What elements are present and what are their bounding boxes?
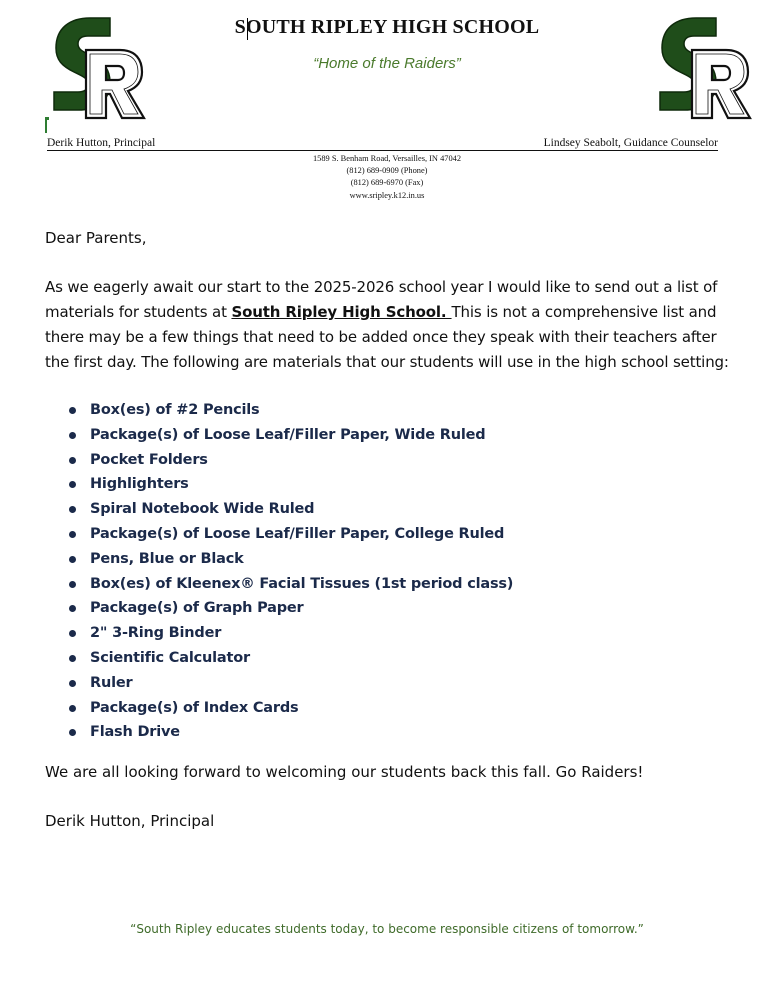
- supply-item-text: Pens, Blue or Black: [90, 550, 244, 567]
- bullet-icon: [69, 705, 76, 712]
- supply-list-item: [45, 720, 735, 745]
- supply-item-text: 2" 3-Ring Binder: [90, 625, 222, 642]
- address: 1589 S. Benham Road, Versailles, IN 47042: [312, 154, 462, 163]
- school-name-heading: SOUTH RIPLEY HIGH SCHOOL: [234, 16, 540, 38]
- counselor-name: Lindsey Seabolt, Guidance Counselor: [543, 137, 718, 149]
- bullet-icon: [69, 729, 76, 736]
- footer-quote: “South Ripley educates students today, to become responsible citizens of tomorrow.”: [130, 922, 644, 936]
- bullet-icon: [69, 605, 76, 612]
- bullet-icon: [69, 432, 76, 439]
- supply-list-item: [45, 423, 735, 448]
- supply-item-text: Ruler: [90, 674, 133, 691]
- supply-item-text: Highlighters: [90, 476, 189, 493]
- supply-list-item: [45, 522, 735, 547]
- greeting: Dear Parents,: [45, 229, 147, 247]
- bullet-icon: [69, 680, 76, 687]
- intro-school-name: South Ripley High School.: [231, 303, 452, 321]
- supply-list-item: [45, 472, 735, 497]
- intro-text-start: As we eagerly await our start to the 2025-2026 school year I would like to send out a list of materials for students at: [45, 278, 718, 321]
- supply-item-text: Package(s) of Loose Leaf/Filler Paper, College Ruled: [90, 525, 505, 542]
- supply-list-item: [45, 572, 735, 597]
- staff-line: [47, 137, 718, 151]
- intro-text-end: This is not a comprehensive list and there may be a few things that need to be added once they speak with their teachers after the first day. The following are materials that our students will use in the high school setting:: [45, 303, 729, 371]
- supply-list-item: [45, 621, 735, 646]
- bullet-icon: [69, 506, 76, 513]
- closing-line: We are all looking forward to welcoming our students back this fall. Go Raiders!: [45, 763, 644, 781]
- intro-paragraph: [45, 275, 735, 375]
- supply-list-item: [45, 547, 735, 572]
- bullet-icon: [69, 581, 76, 588]
- supply-list: [45, 398, 735, 745]
- supply-item-text: Pocket Folders: [90, 451, 208, 468]
- supply-list-item: [45, 596, 735, 621]
- supply-list-item: [45, 646, 735, 671]
- school-motto: “Home of the Raiders”: [313, 55, 461, 72]
- supply-list-item: [45, 448, 735, 473]
- signature: Derik Hutton, Principal: [45, 812, 215, 830]
- supply-item-text: Scientific Calculator: [90, 649, 250, 666]
- supply-item-text: Package(s) of Index Cards: [90, 699, 299, 716]
- principal-name: Derik Hutton, Principal: [47, 137, 156, 149]
- supply-list-item: [45, 696, 735, 721]
- bullet-icon: [69, 407, 76, 414]
- supply-item-text: Package(s) of Graph Paper: [90, 600, 304, 617]
- supply-list-item: [45, 671, 735, 696]
- supply-item-text: Package(s) of Loose Leaf/Filler Paper, Wide Ruled: [90, 426, 486, 443]
- contact-block: [0, 153, 774, 202]
- supply-item-text: Flash Drive: [90, 724, 180, 741]
- bullet-icon: [69, 531, 76, 538]
- bullet-icon: [69, 630, 76, 637]
- supply-item-text: Box(es) of Kleenex® Facial Tissues (1st period class): [90, 575, 514, 592]
- bullet-icon: [69, 655, 76, 662]
- supply-item-text: Spiral Notebook Wide Ruled: [90, 501, 315, 518]
- anchor-mark-icon: [45, 117, 49, 133]
- website: www.sripley.k12.in.us: [349, 190, 425, 200]
- supply-list-item: [45, 497, 735, 522]
- supply-list-item: [45, 398, 735, 423]
- bullet-icon: [69, 457, 76, 464]
- supply-item-text: Box(es) of #2 Pencils: [90, 402, 260, 418]
- bullet-icon: [69, 481, 76, 488]
- fax: (812) 689-6970 (Fax): [350, 178, 424, 188]
- phone: (812) 689-0909 (Phone): [346, 166, 428, 176]
- bullet-icon: [69, 556, 76, 563]
